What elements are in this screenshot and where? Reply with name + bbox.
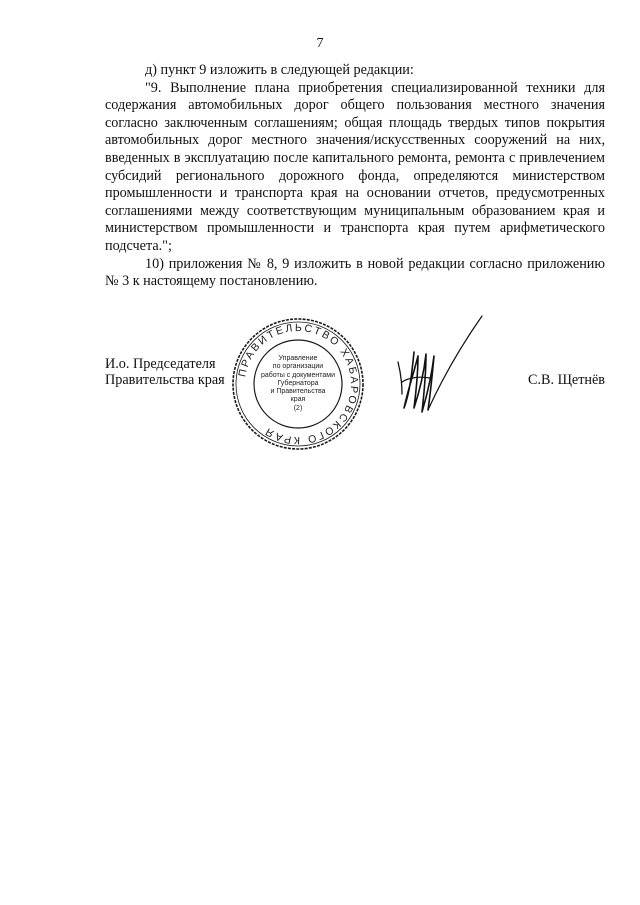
stamp-ring-text: ПРАВИТЕЛЬСТВО ХАБАРОВСКОГО КРАЯ [236, 321, 361, 447]
signature-scribble [384, 312, 488, 422]
paragraph-item-10: 10) приложения № 8, 9 изложить в новой редакции согласно приложению № 3 к настоящему постановлению. [105, 255, 605, 290]
stamp-inner-line: и Правительства [270, 388, 326, 396]
stamp-inner-line: Губернатора [277, 379, 319, 387]
stamp-inner-text [256, 342, 340, 426]
stamp-inner-line: работы с документами [260, 371, 336, 379]
stamp-inner-line: края [290, 396, 306, 404]
signer-name: С.В. Щетнёв [528, 372, 605, 388]
handwritten-signature [384, 312, 488, 422]
paragraph-item-9: "9. Выполнение плана приобретения специализированной техники для содержания автомобильных дорог общего пользования местного значения согласно заключенным соглашениям; общая площадь твердых типов покрытия автомобильных дорог местного значения/искусственных сооружений на них, введенных в эксплуатацию после капитального ремонта, ремонта с привлечением субсидий регионального дорожного фонда, определяются министерством промышленности и транспорта края на основании отчетов, предусмотренных соглашениями между соответствующим муниципальным образованием края и министерством промышленности и транспорта края путем арифметического подсчета."; [105, 79, 605, 254]
page-number: 7 [316, 36, 324, 51]
official-stamp [230, 316, 366, 452]
stamp-inner-line: по организации [272, 363, 324, 371]
stamp-inner-line: Управление [278, 355, 318, 363]
signer-title-line-2: Правительства края [105, 372, 225, 388]
paragraph-item-d: д) пункт 9 изложить в следующей редакции: [145, 62, 414, 78]
stamp-inner-line: (2) [293, 404, 303, 412]
signer-title [105, 356, 225, 388]
document-body [105, 62, 605, 291]
signer-title-line-1: И.о. Председателя [105, 356, 216, 372]
